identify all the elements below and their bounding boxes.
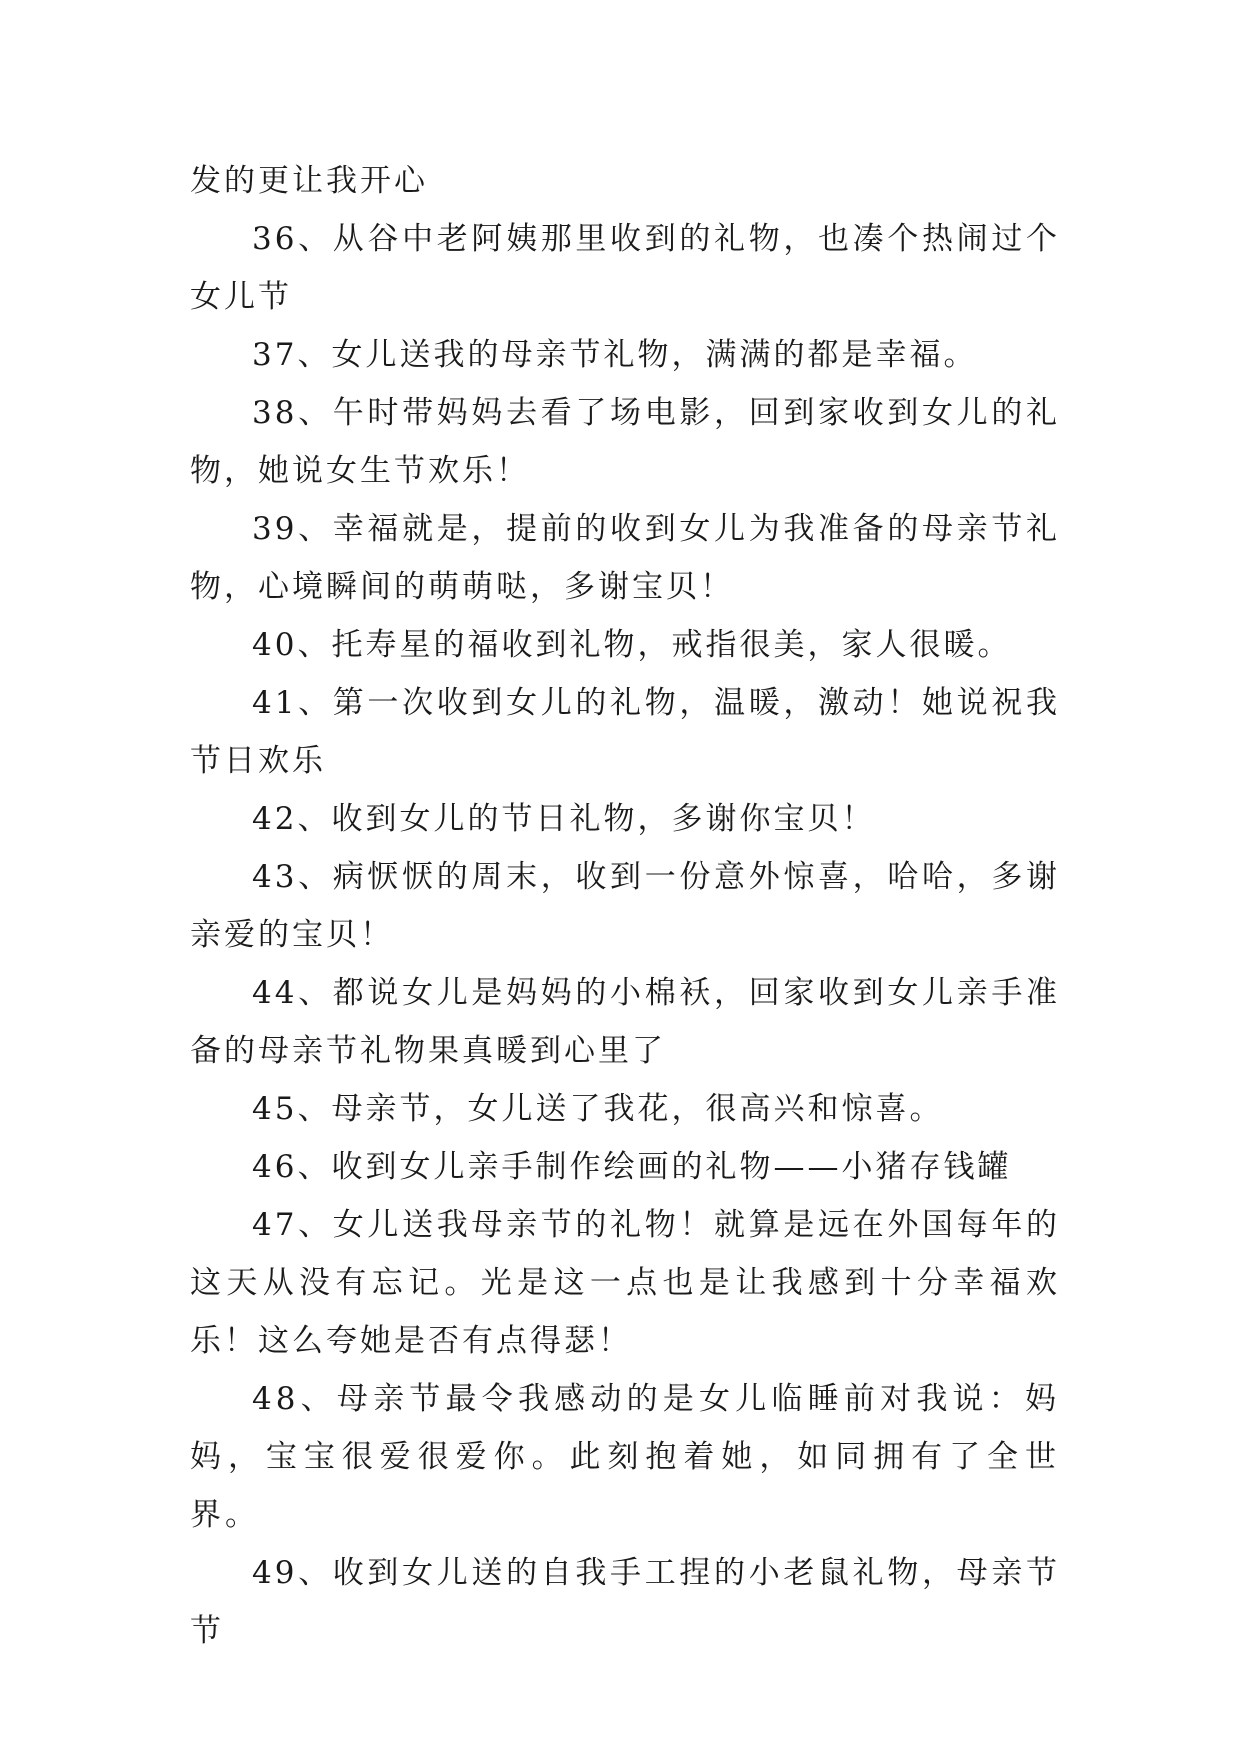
list-item-42: 42、收到女儿的节日礼物，多谢你宝贝！	[252, 801, 876, 837]
list-item-46: 46、收到女儿亲手制作绘画的礼物——小猪存钱罐	[252, 1149, 1012, 1185]
list-item-38: 38、午时带妈妈去看了场电影，回到家收到女儿的礼物，她说女生节欢乐！	[190, 395, 1060, 489]
list-item-47: 47、女儿送我母亲节的礼物！就算是远在外国每年的这天从没有忘记。光是这一点也是让我感到十分幸福欢乐！这么夸她是否有点得瑟！	[190, 1207, 1060, 1359]
document-body	[190, 152, 1060, 1660]
list-item-39: 39、幸福就是，提前的收到女儿为我准备的母亲节礼物，心境瞬间的萌萌哒，多谢宝贝！	[190, 511, 1060, 605]
paragraph-continuation: 发的更让我开心	[190, 163, 428, 199]
list-item-49: 49、收到女儿送的自我手工捏的小老鼠礼物，母亲节节	[190, 1555, 1060, 1649]
list-item-41: 41、第一次收到女儿的礼物，温暖，激动！她说祝我节日欢乐	[190, 685, 1060, 779]
list-item-40: 40、托寿星的福收到礼物，戒指很美，家人很暖。	[252, 627, 1012, 663]
list-item-43: 43、病恹恹的周末，收到一份意外惊喜，哈哈，多谢亲爱的宝贝！	[190, 859, 1060, 953]
list-item-44: 44、都说女儿是妈妈的小棉袄，回家收到女儿亲手准备的母亲节礼物果真暖到心里了	[190, 975, 1060, 1069]
list-item-37: 37、女儿送我的母亲节礼物，满满的都是幸福。	[252, 337, 978, 373]
list-item-45: 45、母亲节，女儿送了我花，很高兴和惊喜。	[252, 1091, 944, 1127]
list-item-36: 36、从谷中老阿姨那里收到的礼物，也凑个热闹过个女儿节	[190, 221, 1060, 315]
list-item-48: 48、母亲节最令我感动的是女儿临睡前对我说：妈妈，宝宝很爱很爱你。此刻抱着她，如同拥有了全世界。	[190, 1381, 1060, 1533]
